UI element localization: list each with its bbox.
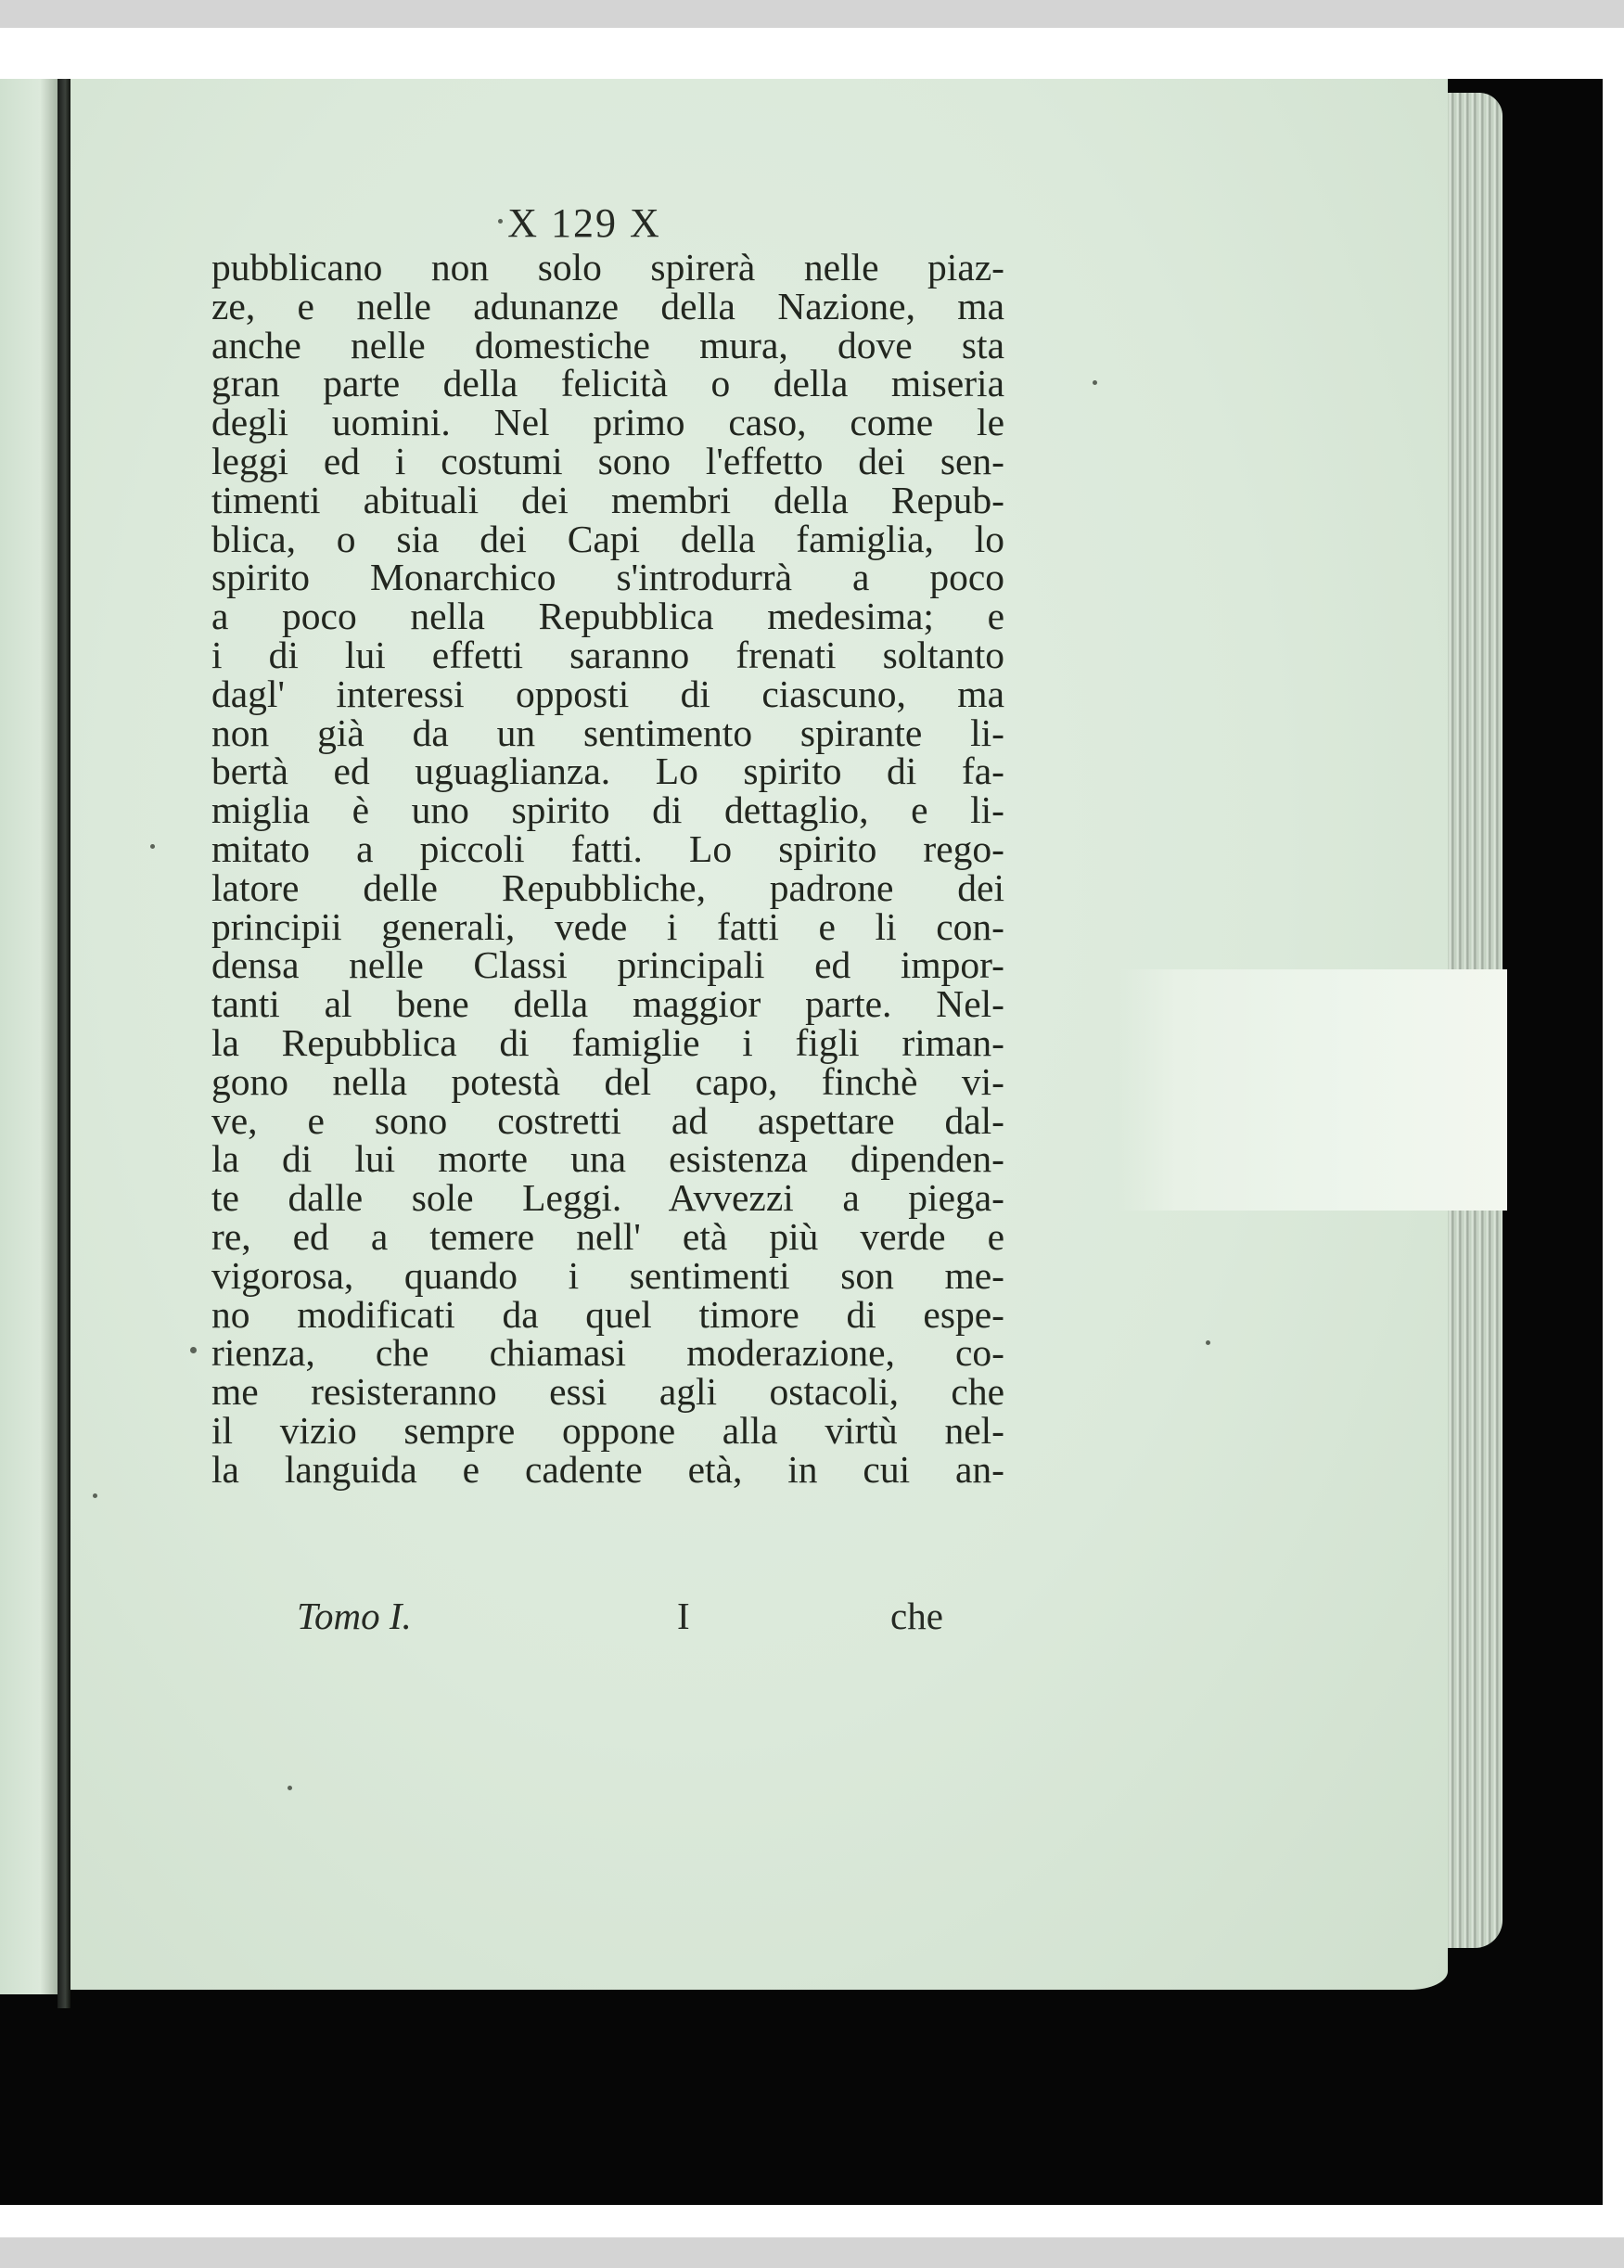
text-line: mitato a piccoli fatti. Lo spirito rego- [211, 826, 1004, 870]
text-line: la languida e cadente età, in cui an- [211, 1447, 1004, 1491]
text-line: blica, o sia dei Capi della famiglia, lo [211, 517, 1004, 560]
ink-speck [288, 1786, 292, 1790]
ink-speck [190, 1347, 197, 1353]
text-line: la di lui morte una esistenza dipenden- [211, 1137, 1004, 1181]
scan-smear-artifact [1118, 969, 1507, 1211]
text-line: dagl' interessi opposti di ciascuno, ma [211, 672, 1004, 715]
text-line: latore delle Repubbliche, padrone dei [211, 865, 1004, 909]
body-text [211, 246, 1004, 1491]
text-line: gono nella potestà del capo, finchè vi- [211, 1059, 1004, 1103]
page-footer [297, 1594, 955, 1640]
gathering-mark: I [677, 1595, 690, 1637]
ink-speck [1206, 1340, 1210, 1345]
text-line: rienza, che chiamasi moderazione, co- [211, 1331, 1004, 1375]
text-line: no modificati da quel timore di espe- [211, 1292, 1004, 1336]
text-line: me resisteranno essi agli ostacoli, che [211, 1370, 1004, 1414]
text-line: miglia è uno spirito di dettaglio, e li- [211, 788, 1004, 832]
volume-signature: Tomo I. [297, 1595, 412, 1637]
book-gutter [58, 79, 70, 2008]
text-line: ze, e nelle adunanze della Nazione, ma [211, 284, 1004, 327]
text-line: a poco nella Repubblica medesima; e [211, 595, 1004, 638]
text-line: la Repubblica di famiglie i figli riman- [211, 1020, 1004, 1064]
text-line: tanti al bene della maggior parte. Nel- [211, 982, 1004, 1026]
text-line: anche nelle domestiche mura, dove sta [211, 323, 1004, 366]
text-line: principii generali, vede i fatti e li con- [211, 904, 1004, 948]
text-line: gran parte della felicità o della miseria [211, 362, 1004, 405]
text-line: pubblicano non solo spirerà nelle piaz- [211, 246, 1004, 288]
text-line: bertà ed uguaglianza. Lo spirito di fa- [211, 750, 1004, 793]
text-line: il vizio sempre oppone alla virtù nel- [211, 1408, 1004, 1452]
text-line: spirito Monarchico s'introdurrà a poco [211, 556, 1004, 599]
text-line: leggi ed i costumi sono l'effetto dei sen- [211, 439, 1004, 482]
text-line: i di lui effetti saranno frenati soltanto [211, 633, 1004, 676]
catchword: che [890, 1595, 943, 1637]
page-number-header: X 129 X [507, 200, 661, 246]
ink-speck [150, 844, 155, 849]
ink-speck [93, 1493, 97, 1498]
text-line: ve, e sono costretti ad aspettare dal- [211, 1098, 1004, 1142]
text-line: vigorosa, quando i sentimenti son me- [211, 1253, 1004, 1297]
ink-speck [1093, 380, 1097, 385]
ink-speck [498, 219, 503, 224]
top-scan-margin [0, 0, 1624, 28]
text-line: degli uomini. Nel primo caso, come le [211, 401, 1004, 444]
facing-page-edge [0, 79, 58, 1994]
text-line: te dalle sole Leggi. Avvezzi a piega- [211, 1176, 1004, 1220]
bottom-scan-margin [0, 2237, 1624, 2268]
text-line: timenti abituali dei membri della Repub- [211, 478, 1004, 521]
text-line: non già da un sentimento spirante li- [211, 711, 1004, 754]
text-line: densa nelle Classi principali ed impor- [211, 943, 1004, 987]
text-line: re, ed a temere nell' età più verde e [211, 1214, 1004, 1258]
